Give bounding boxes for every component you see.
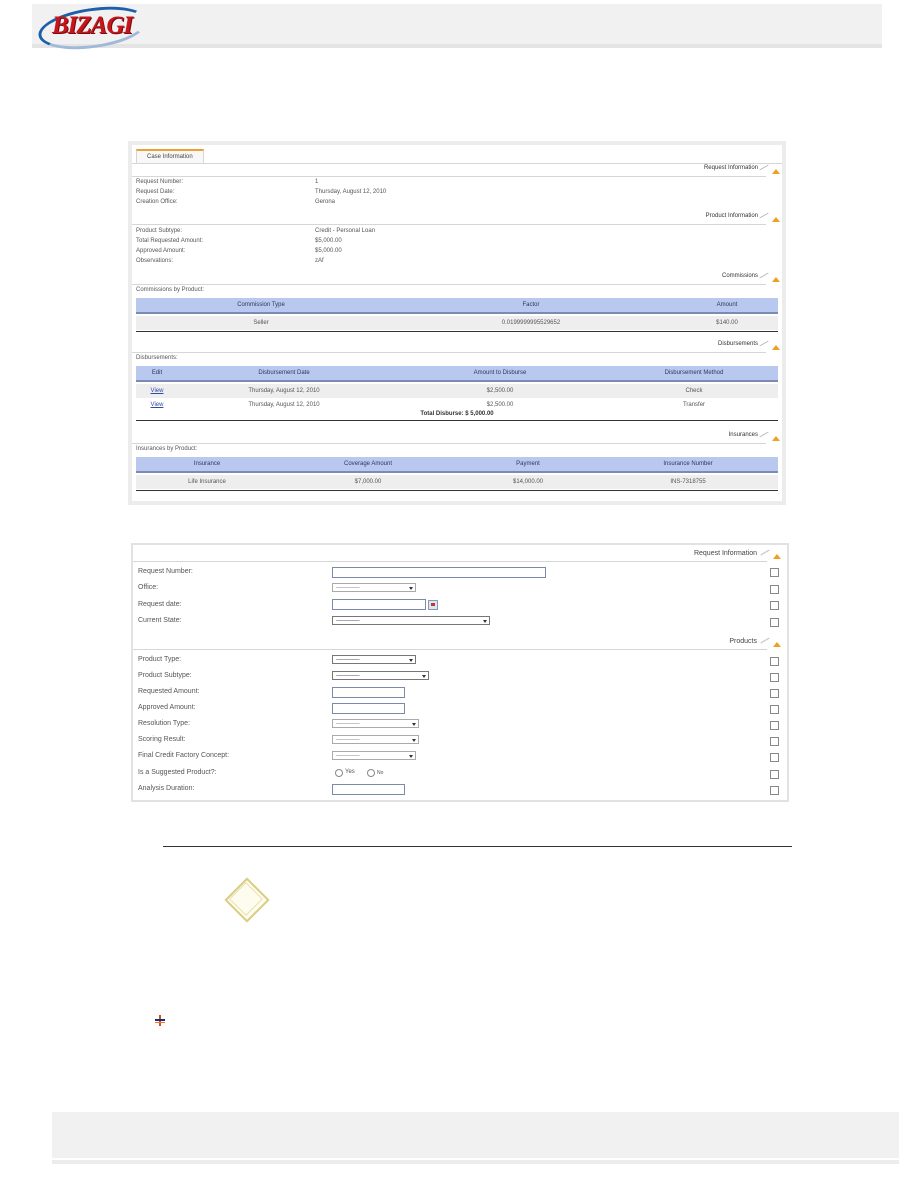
column-header[interactable]: Disbursement Date — [258, 370, 310, 376]
product-type-label: Product Type: — [138, 656, 182, 663]
header-divider — [32, 44, 882, 48]
table-cell: $140.00 — [716, 320, 738, 326]
observations-label: Observations: — [136, 258, 174, 264]
disbursements-subtitle: Disbursements: — [136, 355, 178, 361]
chevron-down-icon — [483, 620, 487, 623]
section-title: Product Information — [705, 213, 758, 219]
scoring-result-select[interactable]: -------------------- — [332, 735, 419, 744]
final-concept-label: Final Credit Factory Concept: — [138, 752, 230, 759]
table-cell: Thursday, August 12, 2010 — [248, 388, 320, 394]
collapse-arrow-icon[interactable] — [772, 345, 780, 350]
total-requested-label: Total Requested Amount: — [136, 238, 204, 244]
table-cell: $2,500.00 — [486, 402, 514, 408]
column-header[interactable]: Edit — [151, 370, 163, 376]
analysis-duration-label: Analysis Duration: — [138, 785, 195, 792]
radio-no[interactable] — [367, 769, 375, 777]
request-number-input[interactable] — [332, 567, 546, 578]
approved-amount-label: Approved Amount: — [136, 248, 186, 254]
request-date-input[interactable] — [332, 599, 426, 610]
column-header[interactable]: Insurance Number — [663, 461, 713, 467]
creation-office-label: Creation Office: — [136, 199, 178, 205]
table-cell: 0.0199999995529652 — [501, 320, 561, 326]
insurances-subtitle: Insurances by Product: — [136, 446, 198, 452]
current-state-checkbox[interactable] — [770, 618, 779, 627]
section-title: Insurances — [728, 432, 758, 438]
case-information-panel — [128, 141, 786, 505]
analysis-duration-input[interactable] — [332, 784, 405, 795]
section-products[interactable] — [133, 638, 783, 650]
collapse-arrow-icon[interactable] — [772, 277, 780, 282]
product-subtype-value: Credit - Personal Loan — [315, 228, 376, 234]
analysis-duration-checkbox[interactable] — [770, 786, 779, 795]
disbursements-table-header — [136, 366, 778, 382]
request-date-label: Request date: — [138, 601, 182, 608]
chevron-down-icon — [409, 659, 413, 662]
column-header[interactable]: Commission Type — [237, 302, 285, 308]
product-subtype-checkbox[interactable] — [770, 673, 779, 682]
section-request-information[interactable] — [132, 165, 782, 177]
section-insurances[interactable] — [132, 432, 782, 444]
approved-amount-input[interactable] — [332, 703, 405, 714]
office-label: Office: — [138, 584, 159, 591]
column-header[interactable]: Disbursement Method — [664, 370, 724, 376]
column-header[interactable]: Factor — [522, 302, 540, 308]
radio-no-label: No — [377, 770, 384, 776]
table-cell: Transfer — [682, 402, 706, 408]
column-header[interactable]: Insurance — [193, 461, 221, 467]
table-row — [136, 475, 778, 489]
request-date-checkbox[interactable] — [770, 601, 779, 610]
suggested-product-label: Is a Suggested Product?: — [138, 769, 217, 776]
section-commissions[interactable] — [132, 273, 782, 285]
current-state-select[interactable]: -------------------- — [332, 616, 490, 625]
requested-amount-input[interactable] — [332, 687, 405, 698]
radio-yes-label: Yes — [345, 769, 355, 775]
section-title: Disbursements — [717, 341, 758, 347]
request-date-label: Request Date: — [136, 189, 175, 195]
chevron-down-icon — [422, 675, 426, 678]
footer-band — [52, 1112, 899, 1158]
table-cell: $7,000.00 — [354, 479, 382, 485]
product-type-checkbox[interactable] — [770, 657, 779, 666]
footer-divider — [52, 1160, 899, 1164]
tab-underline — [132, 163, 782, 164]
table-cell: Seller — [253, 320, 269, 326]
scoring-result-label: Scoring Result: — [138, 736, 186, 743]
section-title: Request Information — [693, 550, 757, 557]
collapse-arrow-icon[interactable] — [772, 169, 780, 174]
scoring-result-checkbox[interactable] — [770, 737, 779, 746]
suggested-product-checkbox[interactable] — [770, 770, 779, 779]
request-date-value: Thursday, August 12, 2010 — [315, 189, 387, 195]
approved-amount-label: Approved Amount: — [138, 704, 196, 711]
column-header[interactable]: Amount to Disburse — [473, 370, 527, 376]
section-request-information[interactable] — [133, 550, 783, 562]
chevron-down-icon — [412, 723, 416, 726]
table-cell: INS-7318755 — [670, 479, 706, 485]
table-cell: Check — [685, 388, 703, 394]
search-form-panel — [131, 543, 789, 802]
request-number-label: Request Number: — [136, 179, 184, 185]
final-concept-select[interactable]: -------------------- — [332, 751, 416, 760]
horizontal-rule — [163, 846, 792, 847]
product-type-select[interactable]: -------------------- — [332, 655, 416, 664]
insurances-table-header — [136, 457, 778, 473]
resolution-type-checkbox[interactable] — [770, 721, 779, 730]
collapse-arrow-icon[interactable] — [772, 217, 780, 222]
section-title: Products — [729, 638, 757, 645]
commissions-subtitle: Commissions by Product: — [136, 287, 205, 293]
table-cell: Thursday, August 12, 2010 — [248, 402, 320, 408]
request-number-label: Request Number: — [138, 568, 193, 575]
resolution-type-label: Resolution Type: — [138, 720, 191, 727]
request-number-value: 1 — [315, 179, 319, 185]
total-requested-value: $5,000.00 — [315, 238, 342, 244]
table-row — [136, 398, 778, 412]
plus-icon-underline — [155, 1022, 165, 1023]
product-subtype-label: Product Subtype: — [138, 672, 192, 679]
office-checkbox[interactable] — [770, 585, 779, 594]
section-title: Commissions — [721, 273, 758, 279]
calendar-icon[interactable] — [428, 600, 438, 610]
view-link[interactable]: View — [150, 402, 164, 408]
tab-case-information[interactable]: Case Information — [136, 149, 204, 164]
product-subtype-label: Product Subtype: — [136, 228, 183, 234]
bizagi-logo — [38, 6, 148, 44]
table-row — [136, 384, 778, 398]
final-concept-checkbox[interactable] — [770, 753, 779, 762]
approved-amount-checkbox[interactable] — [770, 705, 779, 714]
chevron-down-icon — [409, 587, 413, 590]
resolution-type-select[interactable]: -------------------- — [332, 719, 419, 728]
plus-icon-bar — [155, 1019, 165, 1021]
product-subtype-select[interactable]: -------------------- — [332, 671, 429, 680]
logo-text: BIZAGI — [52, 12, 133, 39]
commissions-table-header — [136, 298, 778, 314]
collapse-arrow-icon[interactable] — [772, 436, 780, 441]
creation-office-value: Gerona — [315, 199, 336, 205]
requested-amount-label: Requested Amount: — [138, 688, 200, 695]
collapse-arrow-icon[interactable] — [773, 554, 781, 559]
approved-amount-value: $5,000.00 — [315, 248, 342, 254]
total-disburse: Total Disburse: $ 5,000.00 — [420, 411, 494, 417]
requested-amount-checkbox[interactable] — [770, 689, 779, 698]
table-cell: $2,500.00 — [486, 388, 514, 394]
table-cell: $14,000.00 — [512, 479, 544, 485]
radio-yes[interactable] — [335, 769, 343, 777]
office-select[interactable]: -------------------- — [332, 583, 416, 592]
chevron-down-icon — [409, 755, 413, 758]
section-disbursements[interactable] — [132, 341, 782, 353]
view-link[interactable]: View — [150, 388, 164, 394]
chevron-down-icon — [412, 739, 416, 742]
collapse-arrow-icon[interactable] — [773, 642, 781, 647]
column-header[interactable]: Coverage Amount — [343, 461, 393, 467]
table-row — [136, 316, 778, 330]
table-cell: Life Insurance — [188, 479, 226, 485]
column-header[interactable]: Amount — [716, 302, 738, 308]
section-title: Request Information — [703, 165, 758, 171]
observations-value: zAf — [315, 258, 324, 264]
section-product-information[interactable] — [132, 213, 782, 225]
request-number-checkbox[interactable] — [770, 568, 779, 577]
header-band — [32, 4, 882, 44]
current-state-label: Current State: — [138, 617, 182, 624]
column-header[interactable]: Payment — [516, 461, 540, 467]
